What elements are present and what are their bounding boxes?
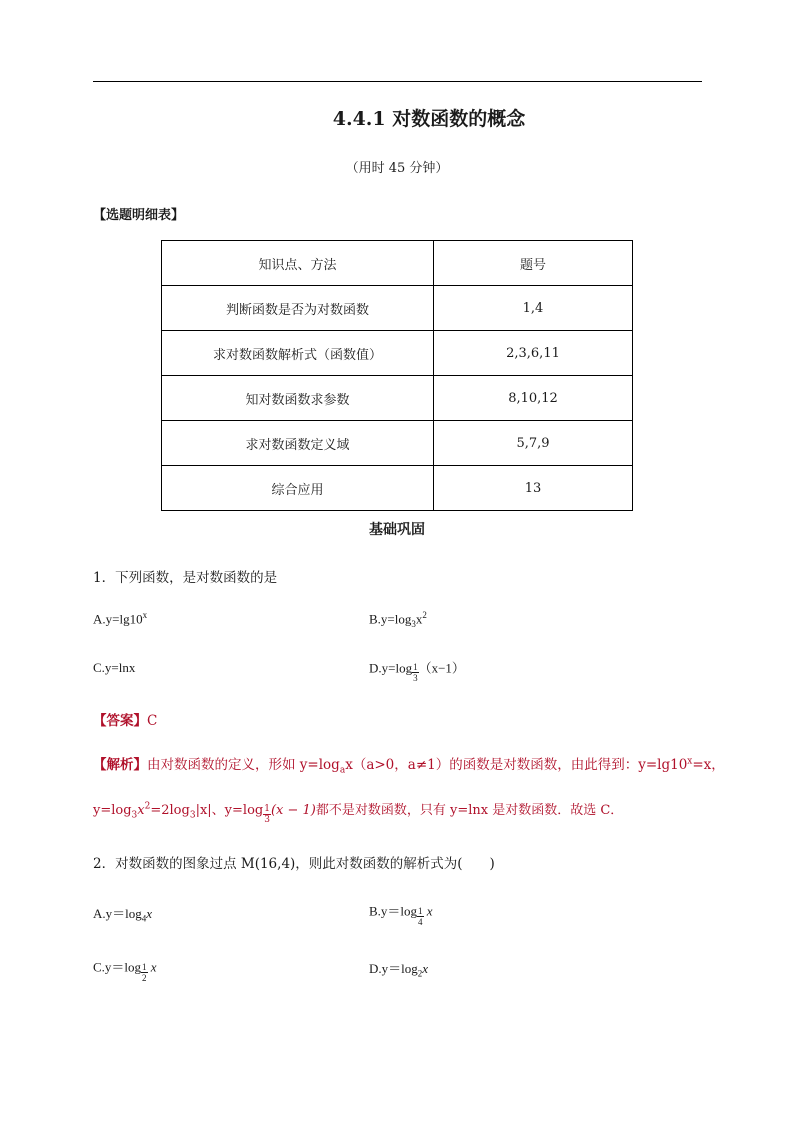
analysis-text: x — [137, 803, 145, 818]
table-row — [162, 421, 633, 466]
table-cell: 知对数函数求参数 — [162, 376, 434, 421]
option-text: x — [415, 611, 423, 627]
option-variable: x — [150, 959, 157, 975]
table-cell: 求对数函数解析式（函数值） — [162, 331, 434, 376]
fraction-numerator: 1 — [418, 906, 423, 916]
table-row — [162, 331, 633, 376]
table-cell: 1,4 — [434, 286, 633, 331]
fraction-denominator: 3 — [264, 815, 270, 825]
header-rule — [93, 81, 702, 82]
table-cell: 求对数函数定义域 — [162, 421, 434, 466]
table-cell: 2,3,6,11 — [434, 331, 633, 376]
page-title: 4.4.1 对数函数的概念 — [332, 108, 526, 130]
answer-value: C — [147, 713, 158, 729]
fraction-numerator: 1 — [142, 962, 147, 972]
fraction-numerator: 1 — [413, 662, 418, 672]
question-1-option-a — [93, 610, 147, 627]
table-row — [162, 376, 633, 421]
option-text: D.y=log — [369, 660, 413, 676]
fraction-numerator: 1 — [264, 804, 270, 814]
question-1-option-b — [369, 610, 427, 629]
basic-section-label: 基础巩固 — [369, 522, 425, 538]
question-1-option-d — [369, 656, 465, 683]
analysis-subscript: a — [339, 765, 346, 776]
question-2-stem: 2．对数函数的图象过点 M(16,4)，则此对数函数的解析式为( ) — [93, 856, 495, 872]
table-cell: 判断函数是否为对数函数 — [162, 286, 434, 331]
option-variable: x — [422, 961, 429, 976]
option-exponent: x — [142, 610, 148, 620]
analysis-text: x（a>0，a≠1）的函数是对数函数，由此得到：y=lg10 — [345, 757, 688, 773]
question-2-option-b — [369, 898, 433, 927]
page-subtitle: （用时 45 分钟） — [345, 161, 449, 176]
table-header-row — [162, 241, 633, 286]
fraction-denominator: 2 — [142, 973, 147, 983]
option-exponent: 2 — [422, 610, 427, 620]
table-cell: 8,10,12 — [434, 376, 633, 421]
detail-section-label: 【选题明细表】 — [93, 208, 185, 223]
table-row — [162, 286, 633, 331]
fraction — [263, 804, 271, 825]
option-text: B.y＝log — [369, 903, 418, 919]
question-1-stem: 1．下列函数，是对数函数的是 — [93, 570, 278, 586]
analysis-exponent: x — [687, 756, 693, 767]
option-text: A.y＝log — [93, 906, 142, 921]
question-2-option-d — [369, 958, 428, 979]
fraction — [141, 962, 148, 983]
analysis-subscript: 3 — [189, 810, 196, 821]
analysis-text: 由对数函数的定义，形如 y=log — [147, 757, 340, 773]
analysis-exponent: 2 — [144, 801, 151, 812]
option-subscript: 2 — [417, 968, 423, 979]
analysis-text: =2log — [150, 803, 190, 818]
analysis-text: =x， — [692, 757, 725, 773]
analysis-text: 都不是对数函数，只有 y=lnx 是对数函数．故选 C． — [315, 803, 624, 818]
analysis-tag: 【解析】 — [93, 757, 147, 773]
question-1-option-c: C.y=lnx — [93, 660, 136, 675]
option-text: A.y=lg10 — [93, 611, 143, 627]
option-variable: x — [426, 903, 433, 919]
analysis-text: |x|、y=log — [195, 803, 264, 818]
table-cell: 综合应用 — [162, 466, 434, 511]
option-text: B.y=log — [369, 611, 412, 627]
table-header-cell: 知识点、方法 — [162, 241, 434, 286]
table-row — [162, 466, 633, 511]
option-subscript: 4 — [141, 913, 147, 924]
question-2-option-c — [93, 954, 157, 983]
option-subscript: 3 — [411, 618, 416, 629]
option-text: D.y＝log — [369, 961, 418, 976]
analysis-1-line-1 — [93, 753, 725, 776]
option-text: C.y＝log — [93, 959, 142, 975]
answer-tag: 【答案】 — [93, 713, 147, 729]
detail-table — [161, 240, 633, 511]
analysis-subscript: 3 — [131, 810, 138, 821]
answer-1 — [93, 709, 157, 729]
fraction-denominator: 4 — [418, 917, 423, 927]
analysis-text: (x − 1) — [270, 803, 316, 818]
table-header-cell: 题号 — [434, 241, 633, 286]
table-cell: 5,7,9 — [434, 421, 633, 466]
option-text: （x−1） — [418, 660, 465, 676]
question-2-option-a — [93, 903, 152, 924]
fraction-denominator: 3 — [413, 673, 418, 683]
table-cell: 13 — [434, 466, 633, 511]
option-variable: x — [146, 906, 153, 921]
analysis-1-line-2 — [93, 796, 623, 825]
analysis-text: y=log — [93, 803, 132, 818]
fraction — [417, 906, 424, 927]
